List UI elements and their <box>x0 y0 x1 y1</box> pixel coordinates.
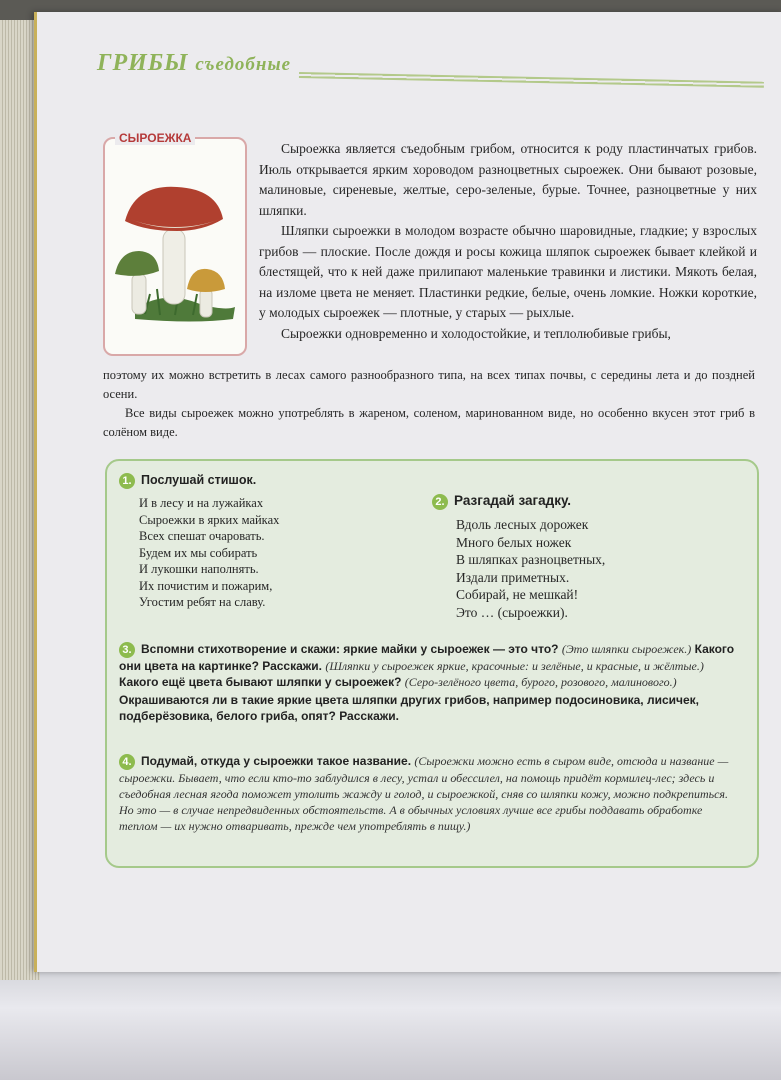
riddle-line: Издали приметных. <box>456 569 570 585</box>
header-rule <box>299 72 764 88</box>
task-3-question-4: Окрашиваются ли в такие яркие цвета шляпки других грибов, например подосиновика, лисичек, подберёзовика, белого гриба, опят? Расскажи. <box>119 693 699 723</box>
poem-line: Будем их мы собирать <box>139 545 258 560</box>
poem-line: Всех спешат очаровать. <box>139 529 265 543</box>
background-fabric <box>0 960 781 1080</box>
riddle-line: В шляпках разноцветных, <box>456 552 606 567</box>
russula-illustration <box>105 139 245 349</box>
mushroom-card <box>103 131 247 356</box>
poem-line: И в лесу и на лужайках <box>139 496 264 510</box>
tasks-box <box>105 459 759 868</box>
intro-paragraph-3a: Сыроежки одновременно и холодостойкие, и теплолюбивые грибы, <box>281 325 671 341</box>
intro-block <box>259 139 757 344</box>
task-2 <box>432 493 732 621</box>
intro-paragraph-4: Все виды сыроежек можно употреблять в жареном, соленом, маринованном виде, но особенно вкусен этот гриб в солёном виде. <box>103 406 755 439</box>
header-title-sub: съедобные <box>195 54 292 75</box>
task-1-number: 1. <box>119 473 135 489</box>
task-3-number: 3. <box>119 642 135 658</box>
task-3-question-2: Какого они цвета на картинке? Расскажи. <box>119 642 735 673</box>
poem-line: И лукошки наполнять. <box>139 562 259 576</box>
task-4-question: Подумай, откуда у сыроежки такое название. <box>141 754 412 768</box>
intro-paragraph-2: Шляпки сыроежки в молодом возрасте обычно шаровидные, гладкие; у взрослых грибов — плоские. После дождя и росы кожица шляпок сыроежек бывает клейкой и блестящей, что к ней даже прилипают маленькие травинки и листики. Мякоть белая, на изломе цвета не меняет. Пластинки редкие, белые, очень ломкие. Ножки короткие, у молодых сыроежек — плотные, у старых — рыхлые. <box>259 223 757 320</box>
task-1-heading: Послушай стишок. <box>141 473 257 487</box>
task-3-answer-3: (Серо-зелёного цвета, бурого, розового, малинового.) <box>404 675 677 689</box>
task-4-number: 4. <box>119 754 135 770</box>
riddle-line: Это … (сыроежки). <box>456 604 568 620</box>
task-4 <box>119 753 741 834</box>
header-title-main: ГРИБЫ <box>97 50 189 76</box>
task-4-answer: (Сыроежки можно есть в сыром виде, отсюда и название — сыроежки. Бывает, что если кто-то заблудился в лесу, устал и обессилел, на помощь придёт кормилец-лес; здесь и съедобная лесная ягода поможет утолить жажду и голод, и сыроежкой, сняв со шляпки кожу, можно подкрепиться. Но это — в случае непредвиденных обстоятельств. А в обычных условиях лучше все грибы поддавать обработке теплом — их нужно отваривать, прежде чем употреблять в пищу.) <box>119 754 729 833</box>
poem-line: Их почистим и пожарим, <box>139 578 273 593</box>
page-header-title <box>97 50 291 77</box>
intro-wide-block <box>103 366 755 442</box>
task-1-poem <box>139 495 399 611</box>
task-3-question-3: Какого ещё цвета бывают шляпки у сыроежек? <box>119 675 402 689</box>
poem-line: Сыроежки в ярких майках <box>139 512 280 527</box>
task-2-riddle <box>456 516 732 621</box>
poem-line: Угостим ребят на славу. <box>139 595 266 609</box>
intro-paragraph-1: Сыроежка является съедобным грибом, относится к роду пластинчатых грибов. Июль открывается ярким хороводом разноцветных сыроежек. Они бывают розовые, малиновые, сиреневые, желтые, серо-зеленые, бурые. Точнее, разноцветные у них шляпки. <box>259 141 757 218</box>
task-3-question-1: Вспомни стихотворение и скажи: яркие майки у сыроежек — это что? <box>141 642 559 656</box>
task-3-answer-2: (Шляпки у сыроежек яркие, красочные: и зелёные, и красные, и жёлтые.) <box>325 659 704 673</box>
task-2-number: 2. <box>432 494 448 510</box>
riddle-line: Много белых ножек <box>456 534 572 550</box>
task-3-answer-1: (Это шляпки сыроежек.) <box>561 642 692 656</box>
task-3 <box>119 641 741 724</box>
task-2-heading: Разгадай загадку. <box>454 493 572 508</box>
book-page <box>34 12 781 972</box>
riddle-line: Собирай, не мешкай! <box>456 587 579 602</box>
intro-paragraph-3b: поэтому их можно встретить в лесах самого разнообразного типа, на всех типах почвы, с середины лета и до поздней осени. <box>103 368 755 401</box>
riddle-line: Вдоль лесных дорожек <box>456 517 589 532</box>
card-label: СЫРОЕЖКА <box>115 131 195 145</box>
task-1 <box>119 473 399 611</box>
